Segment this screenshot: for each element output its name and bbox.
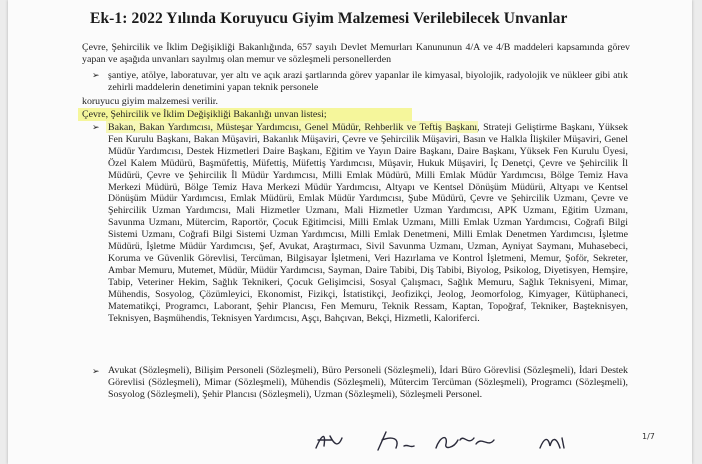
page-number: 1/7 <box>642 432 655 441</box>
intro-paragraph: Çevre, Şehircilik ve İklim Değişikliği Bakanlığında, 657 sayılı Devlet Memurları Kanununun 4/A ve 4/B maddeleri kapsamında görev yapan ve aşağıda unvanları sayılmış olan memur ve sözleşmeli personellerden <box>82 42 630 65</box>
conclusion-line: koruyucu giyim malzemesi verilir. <box>82 96 219 107</box>
bullet-arrow-icon: ➢ <box>92 122 100 132</box>
list-item-conditions: şantiye, atölye, laboratuvar, yer altı ve açık arazi şartlarında görev yapanlar ile kimyasal, biyolojik, radyolojik ve nükleer gibi atık zehirli maddelerin denetimini yapan teknik personele <box>108 70 628 93</box>
list-item-contract-titles: Avukat (Sözleşmeli), Bilişim Personeli (Sözleşmeli), Büro Personeli (Sözleşmeli), İdari Büro Görevlisi (Sözleşmeli), İdari Destek Görevlisi (Sözleşmeli), Mimar (Sözleşmeli), Mühendis (Sözleşmeli), Mütercim Tercüman (Sözleşmeli), Programcı (Sözleşmeli), Sosyolog (Sözleşmeli), Şehir Plancısı (Sözleşmeli), Uzman (Sözleşmeli), Sözleşmeli Personel. <box>108 365 628 400</box>
document-page <box>8 0 692 464</box>
document-title: Ek-1: 2022 Yılında Koruyucu Giyim Malzemesi Verilebilecek Unvanlar <box>90 10 568 27</box>
bullet-arrow-icon: ➢ <box>92 70 100 80</box>
signatures-image <box>308 426 588 456</box>
bullet-arrow-icon: ➢ <box>92 366 100 376</box>
list-item-titles: Bakan, Bakan Yardımcısı, Müsteşar Yardımcısı, Genel Müdür, Rehberlik ve Teftiş Başkanı, Strateji Geliştirme Başkanı, Yüksek Fen Kurulu Başkanı, Bakan Müşaviri, Bakanlık Müşaviri, Çevre ve Şehircilik Müşaviri, Basın ve Halkla İlişkiler Müşaviri, Genel Müdür Yardımcısı, Destek Hizmetleri Daire Başkanı, Eğitim ve Yayın Daire Başkanı, Daire Başkanı, Yüksek Fen Kurulu Üyesi, Özel Kalem Müdürü, Başmüfettiş, Müfettiş, Müfettiş Yardımcısı, Müşavir, Hukuk Müşaviri, İç Denetçi, Çevre ve Şehircilik İl Müdürü, Çevre ve Şehircilik İl Müdür Yardımcısı, Milli Emlak Müdürü, Milli Emlak Müdür Yardımcısı, Bölge Temiz Hava Merkezi Müdürü, Bölge Temiz Hava Merkezi Müdür Yardımcısı, Altyapı ve Kentsel Dönüşüm Müdürü, Altyapı ve Kentsel Dönüşüm Müdür Yardımcısı, Emlak Müdürü, Emlak Müdür Yardımcısı, Şube Müdürü, Çevre ve Şehircilik Uzmanı, Çevre ve Şehircilik Uzman Yardımcısı, Mali Hizmetler Uzmanı, Mali Hizmetler Uzman Yardımcısı, APK Uzmanı, Eğitim Uzmanı, Savunma Uzmanı, Mütercim, Raportör, Çocuk Eğitimcisi, Milli Emlak Uzmanı, Milli Emlak Uzman Yardımcısı, Coğrafi Bilgi Sistemi Uzmanı, Coğrafi Bilgi Sistemi Uzman Yardımcısı, Milli Emlak Denetmeni, Milli Emlak Denetmen Yardımcısı, İşletme Müdürü, İşletme Müdür Yardımcısı, Şef, Avukat, Araştırmacı, Sivil Savunma Uzmanı, Uzman, Ayniyat Saymanı, Muhasebeci, Koruma ve Güvenlik Görevlisi, Tercüman, Bilgisayar İşletmeni, Veri Hazırlama ve Kontrol İşletmeni, Memur, Şoför, Sekreter, Ambar Memuru, Mutemet, Müdür, Müdür Yardımcısı, Sayman, Daire Tabibi, Diş Tabibi, Biyolog, Psikolog, Diyetisyen, Hemşire, Tabip, Veteriner Hekim, Sağlık Teknikeri, Çocuk Gelişimcisi, Sosyal Çalışmacı, Sağlık Memuru, Sağlık Teknisyeni, Mimar, Mühendis, Sosyolog, Çözümleyici, Ekonomist, Fizikçi, İstatistikçi, Jeofizikçi, Jeolog, Jeomorfolog, Kimyager, Kütüphaneci, Matematikçi, Programcı, Laborant, Şehir Plancısı, Fen Memuru, Teknik Ressam, Kaptan, Topoğraf, Tekniker, Başteknisyen, Teknisyen, Başmühendis, Teknisyen Yardımcısı, Aşçı, Bahçıvan, Bekçi, Hizmetli, Kaloriferci. <box>108 122 628 324</box>
list-label: Çevre, Şehircilik ve İklim Değişikliği Bakanlığı unvan listesi; <box>82 109 327 120</box>
